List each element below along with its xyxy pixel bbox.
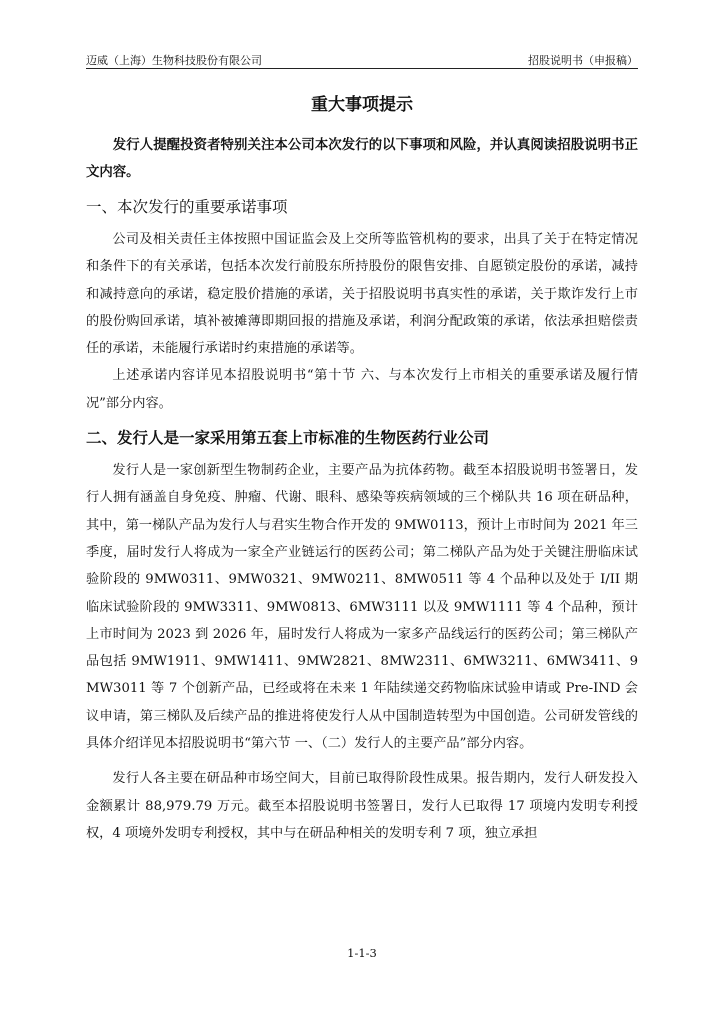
section-heading-2: 二、发行人是一家采用第五套上市标准的生物医药行业公司 [86, 429, 490, 448]
section-1-paragraph-1: 公司及相关责任主体按照中国证监会及上交所等监管机构的要求，出具了关于在特定情况和条件下的有关承诺，包括本次发行前股东所持股份的限售安排、自愿锁定股份的承诺，减持和减持意向的承诺，稳定股价措施的承诺，关于招股说明书真实性的承诺，关于欺诈发行上市的股份购回承诺，填补被摊薄即期回报的措施及承诺，利润分配政策的承诺，依法承担赔偿责任的承诺，未能履行承诺时约束措施的承诺等。 [86, 232, 638, 357]
section-2-paragraph-2: 发行人各主要在研品种市场空间大，目前已取得阶段性成果。报告期内，发行人研发投入金额累计 88,979.79 万元。截至本招股说明书签署日，发行人已取得 17 项境内发明专利授权，4 项境外发明专利授权，其中与在研品种相关的发明专利 7 项，独立承担 [86, 771, 638, 841]
document-body [86, 92, 638, 847]
page-number: 1-1-3 [347, 946, 377, 960]
header-company-name: 迈威（上海）生物科技股份有限公司 [86, 54, 262, 67]
section-2-paragraph-1: 发行人是一家创新型生物制药企业，主要产品为抗体药物。截至本招股说明书签署日，发行人拥有涵盖自身免疫、肿瘤、代谢、眼科、感染等疾病领域的三个梯队共 16 项在研品种，其中，第一梯队产品为发行人与君实生物合作开发的 9MW0113，预计上市时间为 2021 年三季度，届时发行人将成为一家全产业链运行的医药公司；第二梯队产品为处于关键注册临床试验阶段的 9MW0311、9MW0321、9MW0211、8MW0511 等 4 个品种以及处于 I/II 期临床试验阶段的 9MW3311、9MW0813、6MW3111 以及 9MW1111 等 4 个品种，预计上市时间为 2023 到 2026 年，届时发行人将成为一家多产品线运行的医药公司；第三梯队产品包括 9MW1911、9MW1411、9MW2821、8MW2311、6MW3211、6MW3411、9MW3011 等 7 个创新产品，已经或将在未来 1 年陆续递交药物临床试验申请或 Pre-IND 会议申请，第三梯队及后续产品的推进将使发行人从中国制造转型为中国创造。公司研发管线的具体介绍详见本招股说明书“第六节 一、（二）发行人的主要产品”部分内容。 [86, 463, 638, 752]
lead-paragraph: 发行人提醒投资者特别关注本公司本次发行的以下事项和风险，并认真阅读招股说明书正文内容。 [86, 137, 638, 180]
section-1-paragraph-2: 上述承诺内容详见本招股说明书“第十节 六、与本次发行上市相关的重要承诺及履行情况”部分内容。 [86, 368, 638, 411]
header-document-type: 招股说明书（申报稿） [528, 54, 638, 67]
section-heading-1: 一、本次发行的重要承诺事项 [86, 198, 288, 216]
page-title: 重大事项提示 [311, 95, 413, 115]
page-header [86, 48, 638, 69]
